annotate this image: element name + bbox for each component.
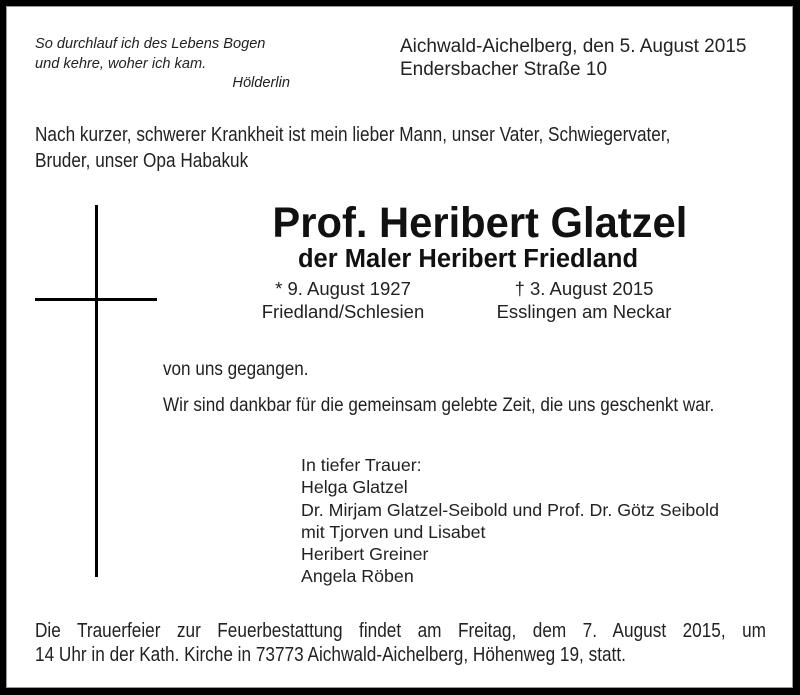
place-date-block (400, 35, 746, 81)
deceased-subtitle: der Maler Heribert Friedland (297, 245, 639, 273)
birth-info (250, 278, 436, 323)
birth-date: * 9. August 1927 (275, 278, 411, 299)
mourner-name: mit Tjorven und Lisabet (301, 521, 486, 542)
gone-text (163, 359, 325, 381)
thanks-text (163, 395, 776, 417)
ceremony-line: Die Trauerfeier zur Feuerbestattung findet am Freitag, dem 7. August 2015, um (35, 620, 766, 642)
quote-block (35, 35, 290, 94)
address: Endersbacher Straße 10 (400, 59, 608, 80)
mourners-list (301, 454, 719, 588)
intro-text (35, 122, 774, 174)
deceased-name (6, 198, 793, 248)
birth-place: Friedland/Schlesien (261, 300, 425, 322)
place-date: Aichwald-Aichelberg, den 5. August 2015 (400, 36, 747, 57)
death-info (486, 278, 682, 323)
obituary-notice (6, 6, 793, 688)
intro-line: Bruder, unser Opa Habakuk (35, 150, 249, 172)
quote-line: und kehre, woher ich kam. (35, 55, 207, 72)
mourner-name: Heribert Greiner (301, 544, 429, 565)
deceased-name-text: Prof. Heribert Glatzel (272, 199, 687, 247)
intro-line: Nach kurzer, schwerer Krankheit ist mein lieber Mann, unser Vater, Schwiegervater, (35, 124, 671, 146)
cross-icon-horizontal (35, 298, 157, 301)
mourner-name: Dr. Mirjam Glatzel-Seibold und Prof. Dr. Götz Seibold (301, 499, 720, 520)
mourner-name: Helga Glatzel (301, 477, 408, 498)
quote-line: So durchlauf ich des Lebens Bogen (35, 36, 266, 52)
mourner-name: Angela Röben (301, 566, 414, 587)
death-place: Esslingen am Neckar (496, 300, 672, 322)
thanks-line: Wir sind dankbar für die gemeinsam gelebte Zeit, die uns geschenkt war. (163, 395, 715, 416)
death-date: † 3. August 2015 (514, 278, 654, 299)
quote-author: Hölderlin (232, 75, 290, 91)
ceremony-line: 14 Uhr in der Kath. Kirche in 73773 Aichwald-Aichelberg, Höhenweg 19, statt. (35, 644, 626, 666)
ceremony-info (35, 619, 800, 667)
gone-line: von uns gegangen. (163, 359, 309, 380)
mourners-heading: In tiefer Trauer: (301, 455, 422, 475)
